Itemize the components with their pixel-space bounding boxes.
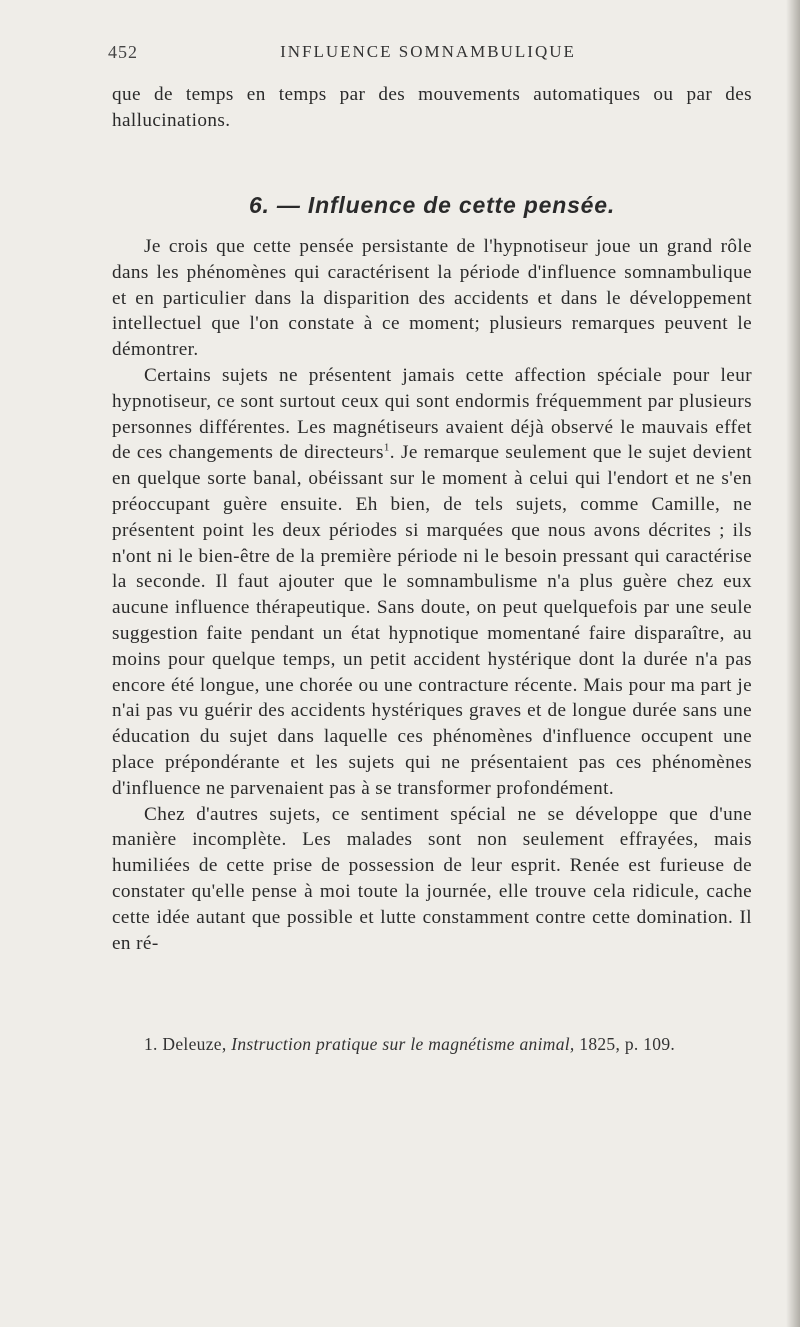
footnote-mark: 1 — [383, 441, 390, 454]
body-text — [112, 234, 752, 956]
footnote-number: 1. — [144, 1034, 158, 1054]
footnote-details: 1825, p. 109. — [579, 1034, 676, 1054]
page-number: 452 — [108, 42, 138, 62]
continuation-paragraph — [112, 82, 752, 134]
page-edge-shadow — [786, 0, 800, 1327]
footnote-title: Instruction pratique sur le magnétisme animal, — [231, 1034, 575, 1054]
paragraph-2-start: Certains sujets ne présentent jamais cette affection spéciale pour leur hypnotiseur, ce sont surtout ceux qui sont endormis fréquemment par plusieurs personnes différentes. Les magnétiseurs avaient déjà observé le mauvais effet de ces changements de directeurs — [112, 364, 752, 464]
paragraph-3: Chez d'autres sujets, ce sentiment spécial ne se développe que d'une manière incomplète. Les malades sont non seulement effrayées, mais humiliées de cette prise de possession de leur esprit. Renée est furieuse de constater qu'elle pense à moi toute la journée, elle trouve cela ridicule, cache cette idée autant que possible et lutte constamment contre cette domination. Il en ré- — [112, 803, 752, 954]
paragraph-2-rest: . Je remarque seulement que le sujet devient en quelque sorte banal, obéissant sur le moment à celui qui l'endort et ne s'en préoccupant guère ensuite. Eh bien, de tels sujets, comme Camille, ne présentent point les deux périodes si marquées que nous avons décrites ; ils n'ont ni le bien-être de la première période ni le besoin pressant qui caractérise la seconde. Il faut ajouter que le somnambulisme n'a plus guère chez eux aucune influence thérapeutique. Sans doute, on peut quelquefois par une seule suggestion faite pendant un état hypnotique momentané faire disparaître, au moins pour quelque temps, un petit accident hystérique dont la durée n'a pas encore été longue, une chorée ou une contracture récente. Mais pour ma part je n'ai pas vu guérir des accidents hystériques graves et de longue durée sans une éducation du sujet dans laquelle ces phénomènes d'influence occupent une place prépondérante et les sujets qui ne présentaient pas ces phénomènes d'influence ne parvenaient pas à se transformer profondément. — [112, 442, 752, 799]
paragraph-1: Je crois que cette pensée persistante de l'hypnotiseur joue un grand rôle dans les phénomènes qui caractérisent la période d'influence somnambulique et en particulier dans la disparition des accidents et dans le développement intellectuel que l'on constate à ce moment; plusieurs remarques peuvent le démontrer. — [112, 236, 752, 361]
footnote — [144, 1033, 764, 1055]
section-heading: 6. — Influence de cette pensée. — [248, 192, 616, 218]
running-head — [108, 42, 748, 68]
paragraph-2 — [112, 363, 752, 802]
running-title: INFLUENCE SOMNAMBULIQUE — [280, 42, 576, 61]
continuation-text: que de temps en temps par des mouvements automatiques ou par des hallucinations. — [112, 84, 752, 131]
footnote-author: Deleuze, — [162, 1034, 227, 1054]
